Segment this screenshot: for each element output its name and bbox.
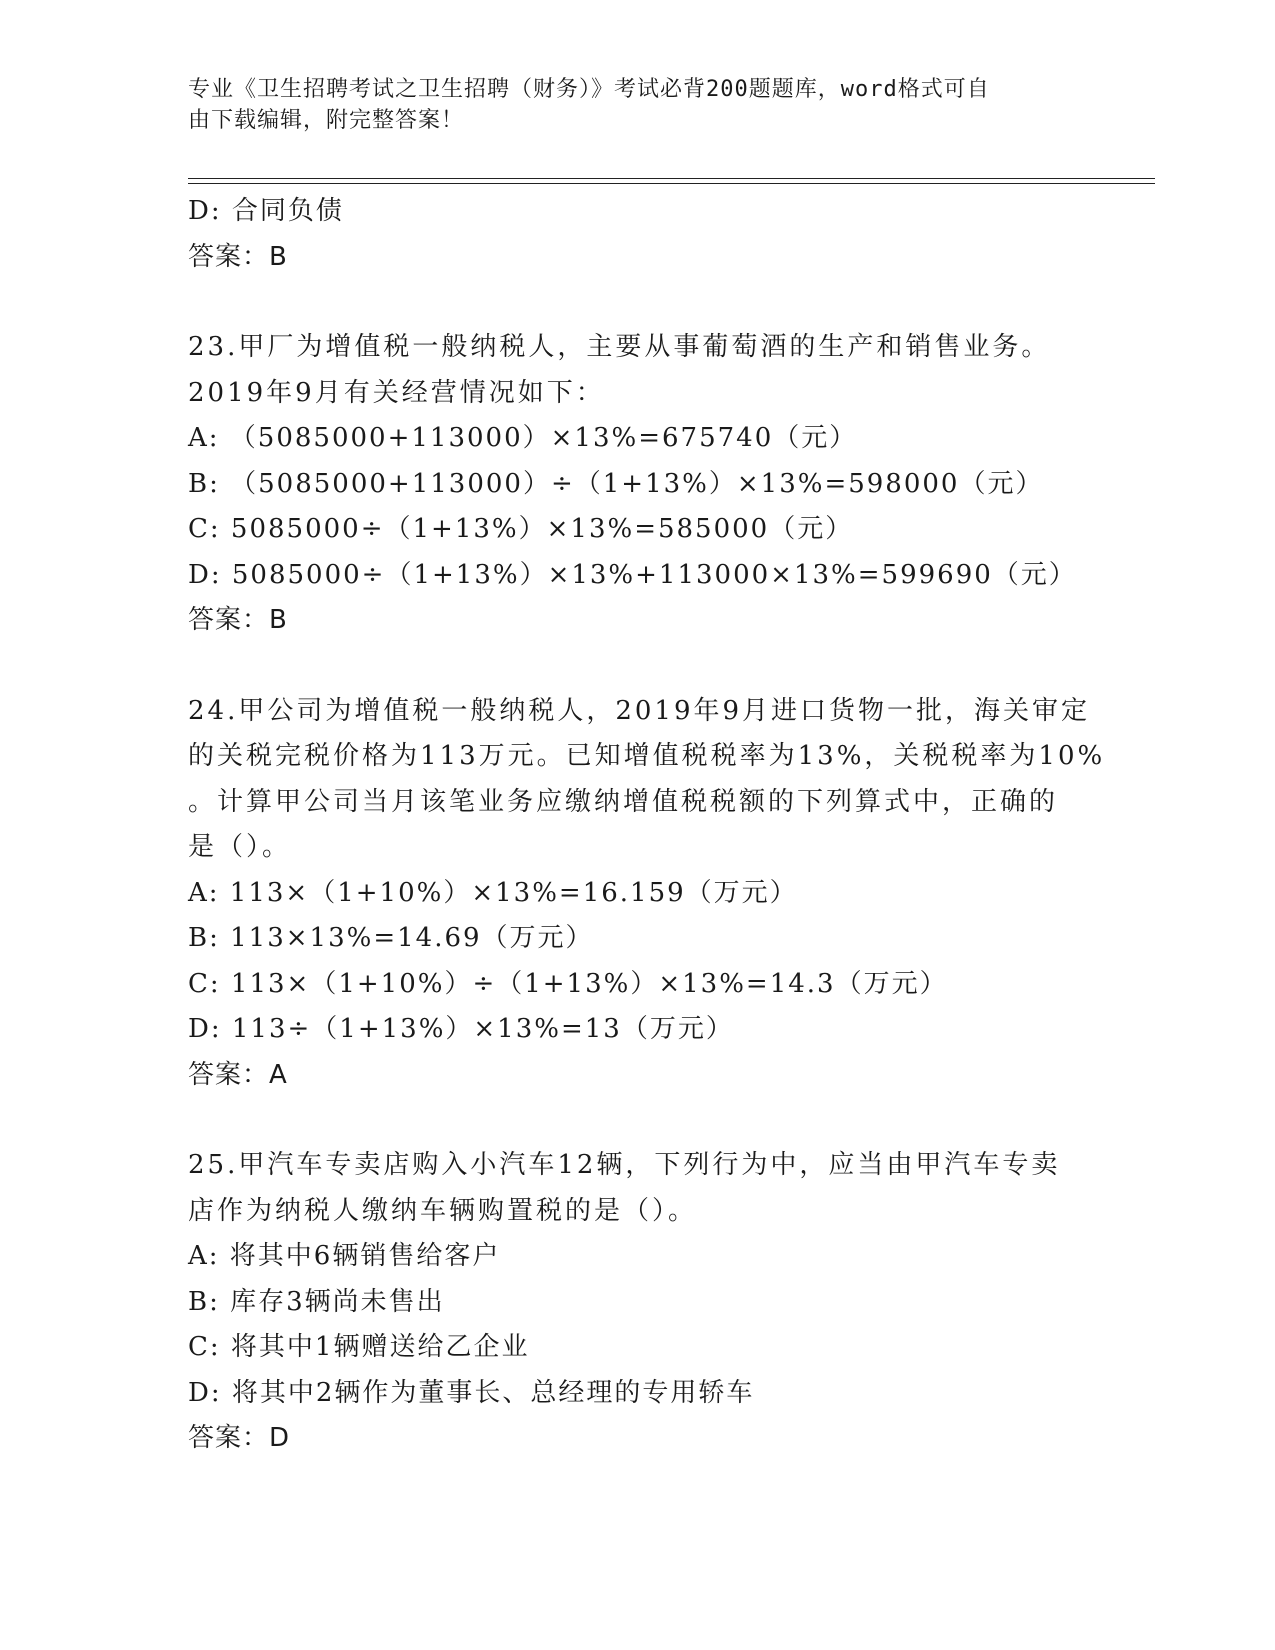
option-c: C: 将其中1辆赠送给乙企业 — [188, 1332, 530, 1362]
stem-line: 25.甲汽车专卖店购入小汽车12辆，下列行为中，应当由甲汽车专卖 — [188, 1150, 1061, 1180]
option-b: B: 113×13%=14.69（万元） — [188, 923, 594, 953]
document-header — [188, 74, 1068, 136]
spacer — [188, 644, 1088, 689]
stem-line: 23.甲厂为增值税一般纳税人，主要从事葡萄酒的生产和销售业务。 — [188, 332, 1051, 362]
question-stem — [188, 325, 1088, 416]
option-d: D: 5085000÷（1+13%）×13%+113000×13%=599690（元） — [188, 559, 1077, 590]
answer-line: 答案：B — [188, 605, 288, 635]
question-23 — [188, 325, 1088, 644]
header-double-rule — [188, 178, 1155, 184]
option-d: D: 将其中2辆作为董事长、总经理的专用轿车 — [188, 1377, 755, 1408]
header-line-1: 专业《卫生招聘考试之卫生招聘（财务）》考试必背200题题库，word格式可自 — [188, 77, 990, 102]
question-stem — [188, 1143, 1088, 1234]
option-a: A: 113×（1+10%）×13%=16.159（万元） — [188, 877, 798, 908]
answer-line: 答案：B — [188, 241, 288, 272]
option-b: B: 库存3辆尚未售出 — [188, 1286, 445, 1317]
option-c: C: 113×（1+10%）÷（1+13%）×13%=14.3（万元） — [188, 968, 948, 999]
answer-line: 答案：A — [188, 1059, 288, 1090]
spacer — [188, 1098, 1088, 1143]
stem-line: 店作为纳税人缴纳车辆购置税的是（）。 — [188, 1195, 698, 1226]
answer-line: 答案：D — [188, 1423, 291, 1453]
question-25 — [188, 1143, 1088, 1462]
header-line-2: 由下载编辑，附完整答案！ — [188, 108, 465, 133]
stem-line: 2019年9月有关经营情况如下： — [188, 377, 605, 408]
option-c: C: 5085000÷（1+13%）×13%=585000（元） — [188, 514, 854, 544]
question-fragment — [188, 189, 1088, 280]
option-a: A: （5085000+113000）×13%=675740（元） — [188, 423, 858, 453]
stem-line: 24.甲公司为增值税一般纳税人，2019年9月进口货物一批，海关审定 — [188, 695, 1091, 726]
stem-line: 的关税完税价格为113万元。已知增值税税率为13%，关税税率为10% — [188, 741, 1106, 771]
question-24 — [188, 689, 1106, 1099]
option-d: D: 合同负债 — [188, 196, 344, 226]
question-stem — [188, 689, 1106, 871]
document-body — [188, 189, 1106, 1462]
stem-line: 。计算甲公司当月该笔业务应缴纳增值税税额的下列算式中，正确的 — [188, 786, 1059, 817]
option-d: D: 113÷（1+13%）×13%=13（万元） — [188, 1014, 734, 1044]
option-b: B: （5085000+113000）÷（1+13%）×13%=598000（元） — [188, 468, 1044, 499]
option-a: A: 将其中6辆销售给客户 — [188, 1241, 501, 1271]
spacer — [188, 280, 1088, 325]
stem-line: 是（）。 — [188, 832, 292, 862]
